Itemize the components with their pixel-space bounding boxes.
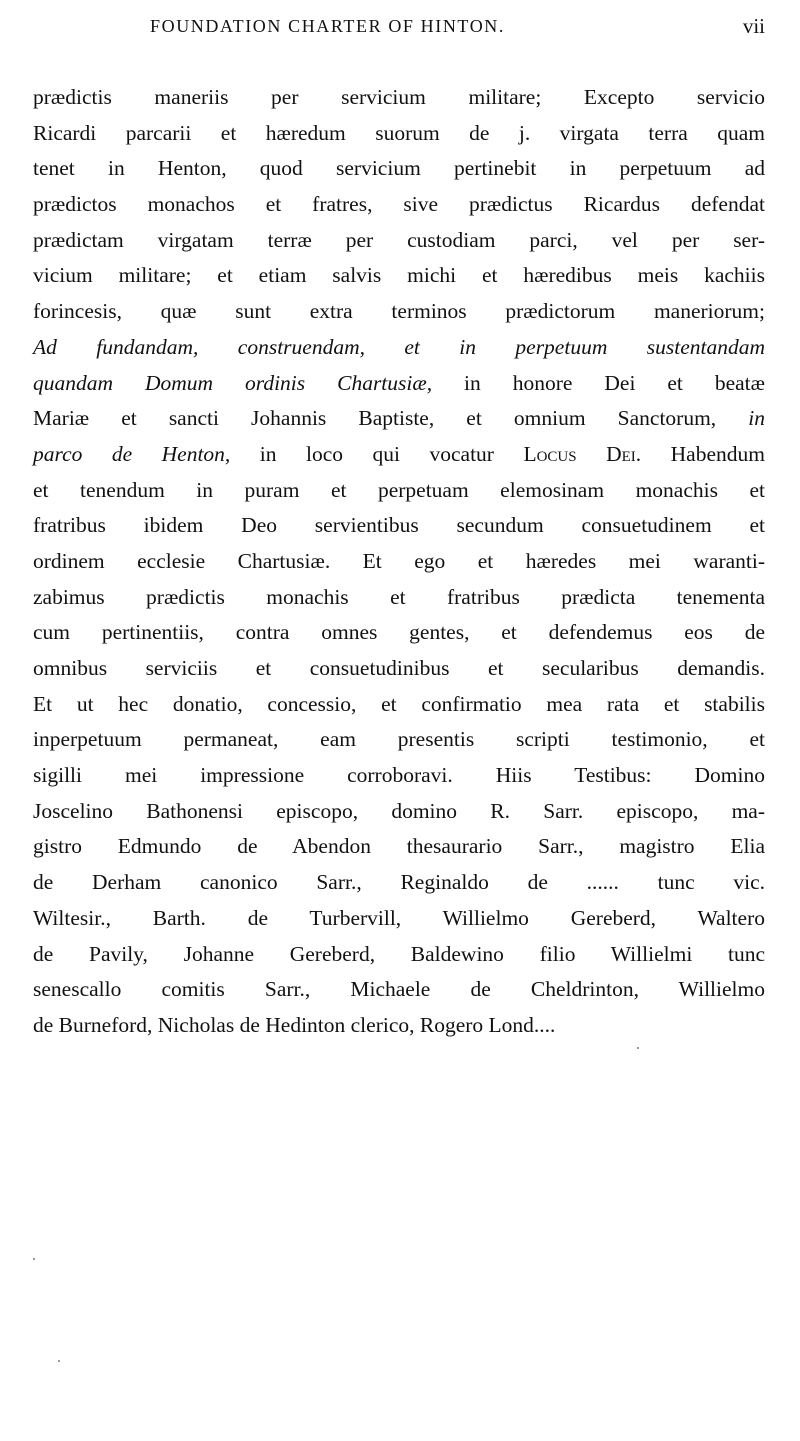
- text-segment: gistro Edmundo de Abendon thesaurario Sarr., magistro Elia: [33, 834, 765, 859]
- running-header: [150, 16, 770, 46]
- text-line: [33, 473, 765, 509]
- text-segment: prædictis maneriis per servicium militare; Excepto servicio: [33, 85, 765, 109]
- text-line: [33, 615, 765, 651]
- text-line: [33, 722, 765, 758]
- text-segment: zabimus prædictis monachis et fratribus prædicta tenementa: [33, 584, 765, 609]
- text-line: [33, 865, 765, 901]
- text-line: [33, 258, 765, 294]
- text-line: [33, 116, 765, 152]
- text-segment: fratribus ibidem Deo servientibus secundum consuetudinem et: [33, 513, 765, 538]
- text-line: [33, 437, 765, 473]
- text-segment: de Derham canonico Sarr., Reginaldo de ...... tunc vic.: [33, 870, 765, 895]
- text-segment: in loco qui vocatur: [230, 441, 524, 466]
- text-segment: cum pertinentiis, contra omnes gentes, et defendemus eos de: [33, 620, 765, 645]
- text-line: [33, 80, 765, 116]
- text-line: [33, 829, 765, 865]
- text-line: [33, 294, 765, 330]
- page-number: vii: [742, 14, 765, 38]
- text-segment: Locus Dei.: [523, 441, 642, 466]
- text-segment: Et ut hec donatio, concessio, et confirmatio mea rata et stabilis: [33, 691, 765, 716]
- text-segment: parco de Henton,: [33, 441, 231, 466]
- text-segment: Wiltesir., Barth. de Turbervill, Willielmo Gereberd, Waltero: [33, 905, 765, 930]
- text-line: [33, 330, 765, 366]
- text-line: [33, 366, 765, 402]
- text-line: [33, 972, 765, 1008]
- text-segment: forincesis, quæ sunt extra terminos prædictorum maneriorum;: [33, 299, 765, 324]
- text-line: [33, 580, 765, 616]
- text-line: [33, 758, 765, 794]
- text-line: [33, 223, 765, 259]
- text-segment: Joscelino Bathonensi episcopo, domino R. Sarr. episcopo, ma-: [33, 798, 765, 823]
- text-segment: ordinem ecclesie Chartusiæ. Et ego et hæredes mei waranti-: [33, 548, 765, 573]
- text-segment: Ricardi parcarii et hæredum suorum de j. virgata terra quam: [33, 120, 765, 145]
- text-line: [33, 794, 765, 830]
- text-segment: prædictam virgatam terræ per custodiam parci, vel per ser-: [33, 227, 765, 252]
- text-segment: quandam Domum ordinis Chartusiæ,: [33, 370, 433, 395]
- text-segment: sigilli mei impressione corroboravi. Hiis Testibus: Domino: [33, 763, 765, 788]
- text-segment: senescallo comitis Sarr., Michaele de Cheldrinton, Willielmo: [33, 977, 765, 1002]
- text-line: [33, 651, 765, 687]
- text-segment: et tenendum in puram et perpetuam elemosinam monachis et: [33, 477, 765, 502]
- text-line: [33, 687, 765, 723]
- text-segment: in honore Dei et beatæ: [432, 370, 765, 395]
- running-title: FOUNDATION CHARTER OF HINTON.: [150, 16, 505, 36]
- text-line: [33, 508, 765, 544]
- scan-speck: [637, 1047, 639, 1049]
- text-segment: Habendum: [641, 441, 765, 466]
- text-segment: Mariæ et sancti Johannis Baptiste, et omnium Sanctorum,: [33, 406, 749, 431]
- text-line: [33, 1008, 765, 1044]
- text-segment: vicium militare; et etiam salvis michi et hæredibus meis kachiis: [33, 263, 765, 288]
- text-segment: de Burneford, Nicholas de Hedinton clerico, Rogero Lond....: [33, 1012, 556, 1037]
- text-segment: de Pavily, Johanne Gereberd, Baldewino filio Willielmi tunc: [33, 941, 765, 966]
- text-line: [33, 901, 765, 937]
- text-segment: tenet in Henton, quod servicium pertinebit in perpetuum ad: [33, 156, 765, 181]
- text-line: [33, 187, 765, 223]
- text-segment: in: [748, 406, 765, 431]
- text-line: [33, 151, 765, 187]
- text-segment: prædictos monachos et fratres, sive prædictus Ricardus defendat: [33, 192, 765, 217]
- scan-speck: [33, 1258, 35, 1260]
- text-line: [33, 401, 765, 437]
- text-segment: inperpetuum permaneat, eam presentis scripti testimonio, et: [33, 727, 765, 752]
- text-segment: Ad fundandam, construendam, et in perpetuum sustentandam: [33, 334, 765, 359]
- scan-speck: [58, 1360, 60, 1362]
- text-segment: omnibus serviciis et consuetudinibus et secularibus demandis.: [33, 656, 765, 680]
- text-line: [33, 937, 765, 973]
- text-line: [33, 544, 765, 580]
- charter-text: [33, 80, 765, 1044]
